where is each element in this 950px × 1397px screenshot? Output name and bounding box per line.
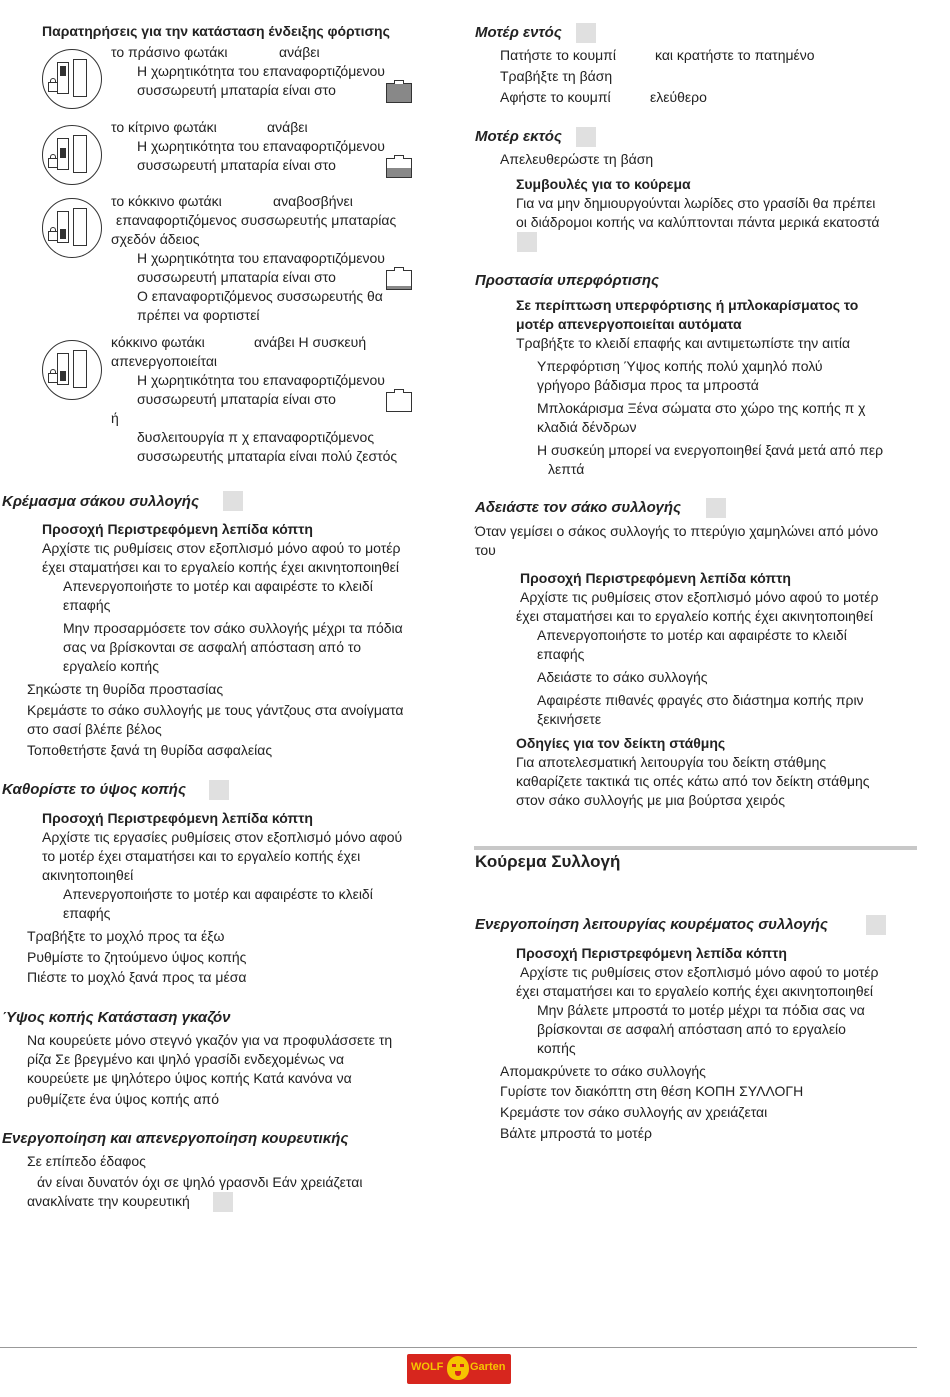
battery-full-icon	[386, 83, 412, 103]
text-line: συσσωρευτή μπαταρία είναι στο	[137, 82, 336, 98]
text-line: ελεύθερο	[650, 89, 707, 105]
red-light-state: ανάβει Η συσκευή	[254, 334, 367, 350]
height-heading: Καθορίστε το ύψος κοπής	[2, 781, 186, 798]
caution-label: Προσοχή Περιστρεφόμενη λεπίδα κόπτη	[42, 521, 313, 537]
text-line: Απενεργοποιήστε το μοτέρ και αφαιρέστε το κλειδί	[63, 578, 373, 594]
text-line: συσσωρευτής μπαταρία είναι πολύ ζεστός	[137, 448, 398, 464]
charge-indicator-icon	[42, 49, 102, 109]
text-line: Αρχίστε τις ρυθμίσεις στον εξοπλισμό μόνο αφού το μοτέρ	[520, 589, 879, 605]
red-light-state: αναβοσβήνει	[273, 193, 353, 209]
text-line: συσσωρευτή μπαταρία είναι στο	[137, 157, 336, 173]
text-line: στο σασί βλέπε βέλος	[27, 721, 162, 737]
text-line: Η χωρητικότητα του επαναφορτιζόμενου	[137, 63, 385, 79]
red-light-label: το κόκκινο φωτάκι	[111, 193, 222, 209]
figure-ref-icon	[213, 1192, 233, 1212]
logo-garten-text: Garten	[470, 1361, 506, 1373]
text-line: ακινητοποιηθεί	[42, 867, 134, 883]
text-line: Μην βάλετε μπροστά το μοτέρ μέχρι τα πόδια σας να	[537, 1002, 865, 1018]
caution-label: Προσοχή Περιστρεφόμενη λεπίδα κόπτη	[42, 810, 313, 826]
battery-half-icon	[386, 158, 412, 178]
figure-ref-icon	[209, 780, 229, 800]
text-line: Η χωρητικότητα του επαναφορτιζόμενου	[137, 372, 385, 388]
text-line: δυσλειτουργία π χ επαναφορτιζόμενος	[137, 429, 375, 445]
text-line: το μοτέρ έχει σταματήσει και το εργαλείο κοπής έχει	[42, 848, 361, 864]
motor-on-heading: Μοτέρ εντός	[475, 24, 562, 41]
tips-heading: Συμβουλές για το κούρεμα	[516, 176, 691, 192]
text-line: συσσωρευτή μπαταρία είναι στο	[137, 269, 336, 285]
wolf-garten-logo	[407, 1354, 511, 1384]
footer-rule	[0, 1347, 917, 1348]
overload-heading: Προστασία υπερφόρτισης	[475, 272, 659, 289]
figure-ref-icon	[706, 498, 726, 518]
text-line: Απενεργοποιήστε το μοτέρ και αφαιρέστε το κλειδί	[537, 627, 847, 643]
text-line: Πατήστε το κουμπί	[500, 47, 616, 63]
text-line: καθαρίζετε τακτικά τις οπές κάτω από τον δείκτη στάθμης	[516, 773, 870, 789]
figure-ref-icon	[866, 915, 886, 935]
text-line: επαφής	[63, 905, 111, 921]
text-line: Αδειάστε το σάκο συλλογής	[537, 669, 708, 685]
figure-ref-icon	[576, 127, 596, 147]
mower-heading: Ενεργοποίηση και απενεργοποίηση κουρευτικής	[2, 1130, 349, 1147]
text-line: ρίζα Σε βρεγμένο και ψηλό γρασίδι ενδεχομένως να	[27, 1051, 345, 1067]
text-line: κλαδιά δένδρων	[537, 419, 637, 435]
figure-ref-icon	[576, 23, 596, 43]
charge-indicator-icon	[42, 125, 102, 185]
text-line: άν είναι δυνατόν όχι σε ψηλό γρασνδι Εάν χρειάζεται	[37, 1174, 363, 1190]
text-line: ρυθμίζετε ένα ύψος κοπής από	[27, 1091, 219, 1107]
text-line: έχει σταματήσει και το εργαλείο κοπής έχει ακινητοποιηθεί	[516, 608, 874, 624]
charge-indicator-icon	[42, 340, 102, 400]
text-line: ξεκινήσετε	[537, 711, 602, 727]
text-line: Αφαιρέστε πιθανές φραγές στο διάστημα κοπής πριν	[537, 692, 864, 708]
text-line: έχει σταματήσει και το εργαλείο κοπής έχει ακινητοποιηθεί	[516, 983, 874, 999]
level-heading: Οδηγίες για τον δείκτη στάθμης	[516, 735, 726, 751]
text-line: Υπερφόρτιση Ύψος κοπής πολύ χαμηλό πολύ	[537, 358, 823, 374]
text-line: Βάλτε μπροστά το μοτέρ	[500, 1125, 652, 1141]
text-line: Αρχίστε τις ρυθμίσεις στον εξοπλισμό μόνο αφού το μοτέρ	[42, 540, 401, 556]
caution-label: Προσοχή Περιστρεφόμενη λεπίδα κόπτη	[520, 570, 791, 586]
caution-label: Προσοχή Περιστρεφόμενη λεπίδα κόπτη	[516, 945, 787, 961]
text-line: Η χωρητικότητα του επαναφορτιζόμενου	[137, 138, 385, 154]
battery-low-icon	[386, 270, 412, 290]
text-line: βρίσκονται σε ασφαλή απόσταση από το εργαλείο	[537, 1021, 846, 1037]
text-line: Απομακρύνετε το σάκο συλλογής	[500, 1063, 706, 1079]
logo-wolf-text: WOLF	[411, 1361, 444, 1373]
text-line: Μπλοκάρισμα Ξένα σώματα στο χώρο της κοπής π χ	[537, 400, 866, 416]
text-line: Για να μην δημιουργούνται λωρίδες στο γρασίδι θα πρέπει	[516, 195, 876, 211]
text-line: έχει σταματήσει και το εργαλείο κοπής έχει ακινητοποιηθεί	[42, 559, 400, 575]
text-line: κοπής	[537, 1040, 576, 1056]
text-line: Κρεμάστε το σάκο συλλογής με τους γάντζους στα ανοίγματα	[27, 702, 404, 718]
text-line: απενεργοποιείται	[111, 353, 218, 369]
text-line: σχεδόν άδειος	[111, 231, 200, 247]
text-line: μοτέρ απενεργοποιείται αυτόματα	[516, 316, 742, 332]
wolf-head-icon	[447, 1356, 469, 1380]
lawn-heading: Ύψος κοπής Κατάσταση γκαζόν	[2, 1009, 231, 1026]
text-line: εργαλείο κοπής	[63, 658, 159, 674]
text-line: Ο επαναφορτιζόμενος συσσωρευτής θα	[137, 288, 383, 304]
text-line: Πιέστε το μοχλό ξανά προς τα μέσα	[27, 969, 247, 985]
text-line: Να κουρεύετε μόνο στεγνό γκαζόν για να προφυλάσσετε τη	[27, 1032, 393, 1048]
figure-ref-icon	[517, 232, 537, 252]
motor-off-heading: Μοτέρ εκτός	[475, 128, 562, 145]
text-line: πρέπει να φορτιστεί	[137, 307, 260, 323]
empty-bag-heading: Αδειάστε τον σάκο συλλογής	[475, 499, 682, 516]
text-line: σας να βρίσκονται σε ασφαλή απόσταση από το	[63, 639, 361, 655]
green-light-state: ανάβει	[279, 44, 320, 60]
section-title: Κούρεμα Συλλογή	[475, 852, 621, 871]
text-line: Τραβήξτε το κλειδί επαφής και αντιμετωπίστε την αιτία	[516, 335, 851, 351]
text-line: Απενεργοποιήστε το μοτέρ και αφαιρέστε το κλειδί	[63, 886, 373, 902]
text-line: οι διάδρομοι κοπής να καλύπτονται πάντα μερικά εκατοστά	[516, 214, 880, 230]
text-line: Αρχίστε τις εργασίες ρυθμίσεις στον εξοπλισμό μόνο αφού	[42, 829, 403, 845]
indicator-heading: Παρατηρήσεις για την κατάσταση ένδειξης φόρτισης	[42, 23, 390, 39]
text-line: επαναφορτιζόμενος συσσωρευτής μπαταρίας	[116, 212, 397, 228]
text-line: Ρυθμίστε το ζητούμενο ύψος κοπής	[27, 949, 247, 965]
bag-heading: Κρέμασμα σάκου συλλογής	[2, 493, 199, 510]
text-line: Κρεμάστε τον σάκο συλλογής αν χρειάζεται	[500, 1104, 768, 1120]
text-line: Όταν γεμίσει ο σάκος συλλογής το πτερύγιο χαμηλώνει από μόνο	[475, 523, 879, 539]
text-line: ή	[111, 410, 119, 426]
green-light-label: το πράσινο φωτάκι	[111, 44, 228, 60]
text-line: κουρεύετε με ψηλότερο ύψος κοπής Κατά κανόνα να	[27, 1070, 352, 1086]
text-line: Η χωρητικότητα του επαναφορτιζόμενου	[137, 250, 385, 266]
text-line: συσσωρευτή μπαταρία είναι στο	[137, 391, 336, 407]
text-line: Η συσκεύη μπορεί να ενεργοποιηθεί ξανά μετά από περ	[537, 442, 884, 458]
text-line: Σε επίπεδο έδαφος	[27, 1153, 146, 1169]
figure-ref-icon	[223, 491, 243, 511]
yellow-light-label: το κίτρινο φωτάκι	[111, 119, 217, 135]
text-line: Τραβήξτε το μοχλό προς τα έξω	[27, 928, 225, 944]
charge-indicator-blink-icon	[42, 198, 102, 258]
text-line: Αφήστε το κουμπί	[500, 89, 611, 105]
text-line: και κρατήστε το πατημένο	[655, 47, 815, 63]
text-line: Απελευθερώστε τη βάση	[500, 151, 654, 167]
battery-empty-icon	[386, 392, 412, 412]
text-line: Αρχίστε τις ρυθμίσεις στον εξοπλισμό μόνο αφού το μοτέρ	[520, 964, 879, 980]
text-line: λεπτά	[548, 461, 585, 477]
section-divider	[474, 846, 917, 850]
red-light-label: κόκκινο φωτάκι	[111, 334, 205, 350]
text-line: του	[475, 542, 496, 558]
collect-heading: Ενεργοποίηση λειτουργίας κουρέματος συλλογής	[475, 916, 828, 933]
text-line: ανακλίνατε την κουρευτική	[27, 1193, 190, 1209]
text-line: Τραβήξτε τη βάση	[500, 68, 613, 84]
text-line: Τοποθετήστε ξανά τη θυρίδα ασφαλείας	[27, 742, 273, 758]
text-line: επαφής	[63, 597, 111, 613]
text-line: Για αποτελεσματική λειτουργία του δείκτη στάθμης	[516, 754, 827, 770]
yellow-light-state: ανάβει	[267, 119, 308, 135]
text-line: Μην προσαρμόσετε τον σάκο συλλογής μέχρι τα πόδια	[63, 620, 403, 636]
text-line: επαφής	[537, 646, 585, 662]
text-line: Σηκώστε τη θυρίδα προστασίας	[27, 681, 224, 697]
text-line: γρήγορο βάδισμα προς τα μπροστά	[537, 377, 759, 393]
text-line: στον σάκο συλλογής με μια βούρτσα χειρός	[516, 792, 785, 808]
text-line: Σε περίπτωση υπερφόρτισης ή μπλοκαρίσματος το	[516, 297, 859, 313]
text-line: Γυρίστε τον διακόπτη στη θέση ΚΟΠΗ ΣΥΛΛΟΓΗ	[500, 1083, 804, 1099]
